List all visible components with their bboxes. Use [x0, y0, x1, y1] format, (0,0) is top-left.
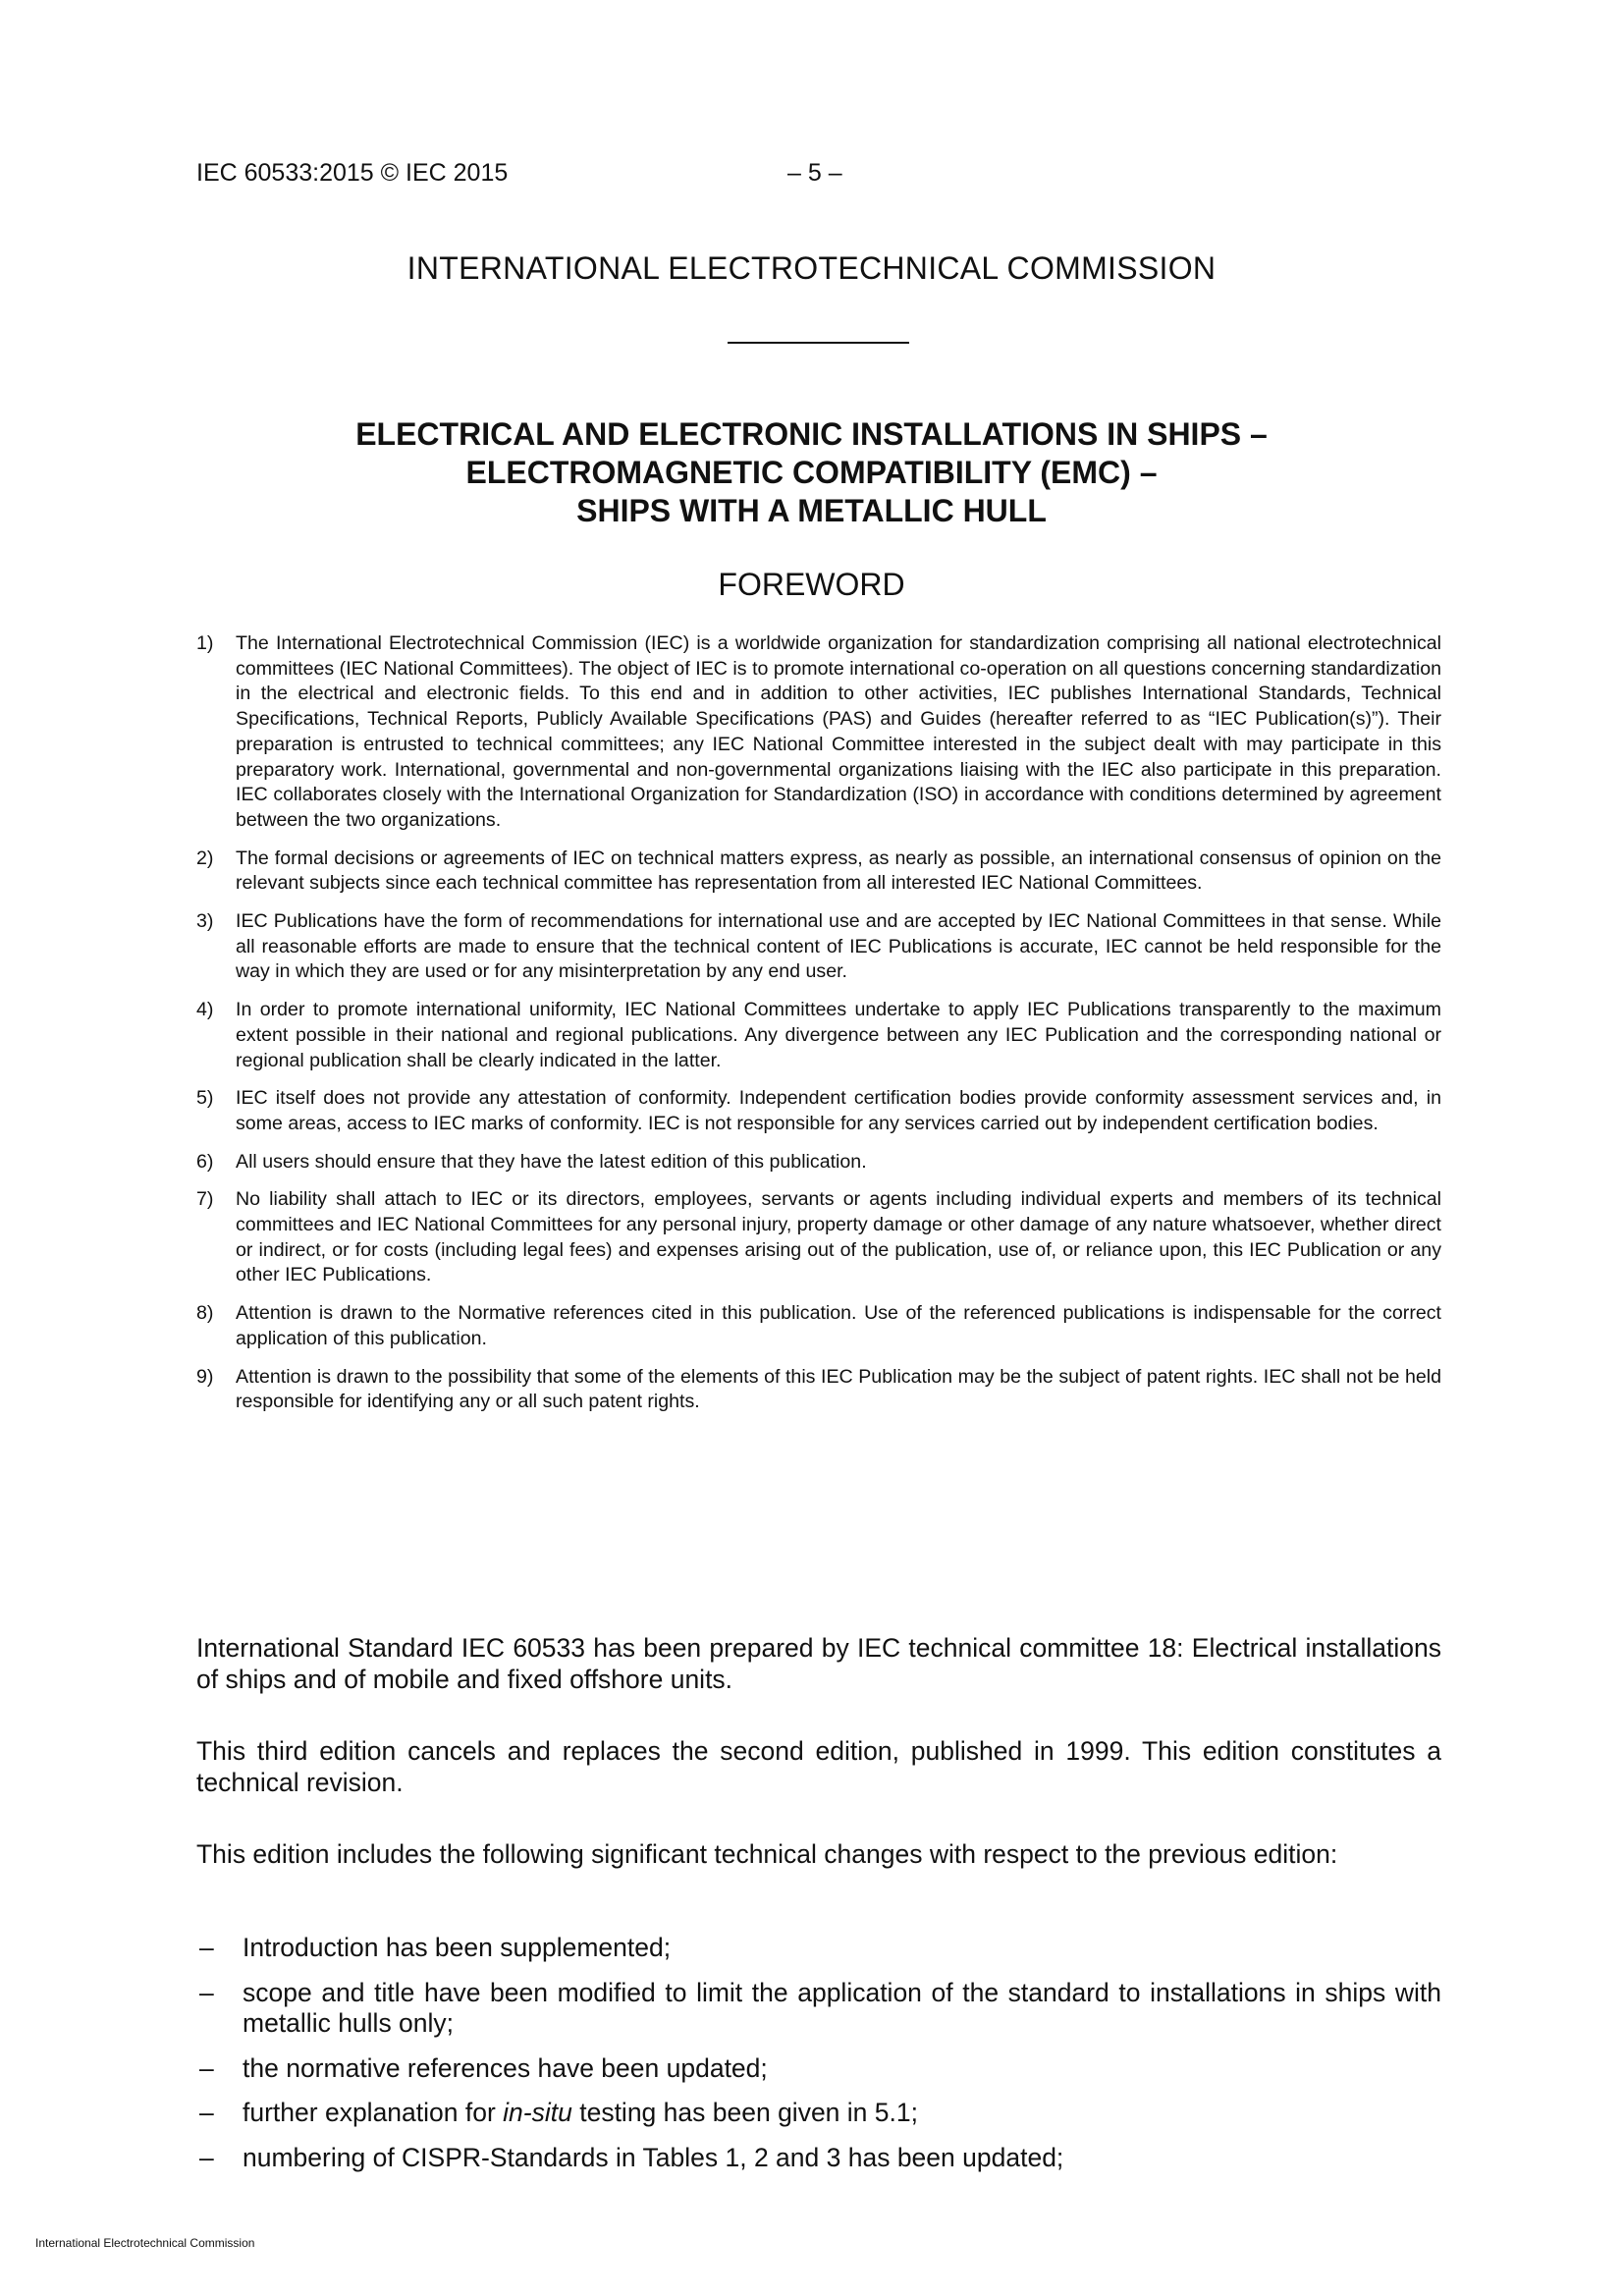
foreword-item: [196, 998, 1441, 1073]
footer-publisher: International Electrotechnical Commission: [35, 2236, 255, 2250]
foreword-item: [196, 909, 1441, 985]
foreword-item: [196, 847, 1441, 897]
foreword-heading: FOREWORD: [718, 567, 905, 602]
item-number: 6): [196, 1150, 214, 1173]
item-text: Attention is drawn to the possibility that some of the elements of this IEC Publication may be the subject of patent rights. IEC shall not be held responsible for identifying any or all such patent rights.: [236, 1365, 1441, 1413]
item-number: 2): [196, 847, 214, 869]
item-number: 1): [196, 632, 214, 654]
title-line-1: ELECTRICAL AND ELECTRONIC INSTALLATIONS IN SHIPS –: [355, 416, 1268, 452]
italic-term: in-situ: [503, 2098, 572, 2127]
item-text: In order to promote international uniformity, IEC National Committees undertake to apply IEC Publications transparently to the maximum extent possible in their national and regional publications. Any divergence between any IEC Publication and the corresponding national or regional publication shall be clearly indicated in the latter.: [236, 999, 1441, 1071]
item-number: 3): [196, 910, 214, 933]
dash-bullet: –: [199, 2052, 214, 2083]
document-title: [0, 415, 1623, 530]
item-text: IEC Publications have the form of recommendations for international use and are accepted by IEC National Committees in that sense. While all reasonable efforts are made to ensure that the technical content of IEC Publications is accurate, IEC cannot be held responsible for the way in which they are used or for any misinterpretation by any end user.: [236, 910, 1441, 983]
item-text: The formal decisions or agreements of IEC on technical matters express, as nearly as possible, an international consensus of opinion on the relevant subjects since each technical committee has representation from all interested IEC National Committees.: [236, 847, 1441, 895]
title-line-3: SHIPS WITH A METALLIC HULL: [576, 493, 1047, 528]
foreword-item: [196, 1150, 1441, 1175]
list-item: [196, 2143, 1441, 2174]
title-line-2: ELECTROMAGNETIC COMPATIBILITY (EMC) –: [465, 455, 1158, 490]
list-item-text: scope and title have been modified to limit the application of the standard to installations in ships with metallic hulls only;: [243, 1977, 1441, 2038]
item-number: 8): [196, 1302, 214, 1325]
list-item: [196, 1978, 1441, 2040]
body-paragraph: This edition includes the following significant technical changes with respect to the previous edition:: [196, 1839, 1338, 1869]
title-divider: [728, 342, 909, 344]
document-reference: IEC 60533:2015 © IEC 2015: [196, 159, 509, 187]
item-number: 9): [196, 1365, 214, 1388]
item-number: 5): [196, 1087, 214, 1110]
list-item-text: numbering of CISPR-Standards in Tables 1, 2 and 3 has been updated;: [243, 2142, 1064, 2172]
item-number: 7): [196, 1188, 214, 1211]
item-text: All users should ensure that they have the latest edition of this publication.: [236, 1150, 867, 1173]
changes-list: [196, 1933, 1441, 2187]
dash-bullet: –: [199, 2142, 214, 2172]
item-text: IEC itself does not provide any attestation of conformity. Independent certification bodies provide conformity assessment services and, in some areas, access to IEC marks of conformity. IEC is not responsible for any services carried out by independent certification bodies.: [236, 1087, 1441, 1134]
dash-bullet: –: [199, 1977, 214, 2007]
list-item: [196, 2098, 1441, 2129]
dash-bullet: –: [199, 1933, 214, 1962]
page-number: – 5 –: [787, 159, 842, 187]
foreword-item: [196, 1365, 1441, 1415]
organization-name: INTERNATIONAL ELECTROTECHNICAL COMMISSION: [406, 250, 1217, 286]
list-item: [196, 2053, 1441, 2085]
item-text: Attention is drawn to the Normative references cited in this publication. Use of the referenced publications is indispensable for the correct application of this publication.: [236, 1302, 1441, 1349]
foreword-item: [196, 631, 1441, 834]
item-number: 4): [196, 999, 214, 1021]
list-item: [196, 1933, 1441, 1964]
foreword-list: [196, 631, 1441, 1428]
list-item-text: Introduction has been supplemented;: [243, 1933, 672, 1962]
foreword-item: [196, 1187, 1441, 1288]
foreword-item: [196, 1301, 1441, 1351]
body-paragraph: This third edition cancels and replaces the second edition, published in 1999. This edition constitutes a technical revision.: [196, 1736, 1441, 1797]
item-text: No liability shall attach to IEC or its directors, employees, servants or agents including individual experts and members of its technical committees and IEC National Committees for any personal injury, property damage or other damage of any nature whatsoever, whether direct or indirect, or for costs (including legal fees) and expenses arising out of the publication, use of, or reliance upon, this IEC Publication or any other IEC Publications.: [236, 1188, 1441, 1286]
list-item-text: further explanation for: [243, 2098, 504, 2127]
foreword-item: [196, 1086, 1441, 1136]
body-paragraph: International Standard IEC 60533 has been prepared by IEC technical committee 18: Electrical installations of ships and of mobile and fixed offshore units.: [196, 1633, 1441, 1694]
dash-bullet: –: [199, 2098, 214, 2127]
list-item-text: testing has been given in 5.1;: [571, 2098, 918, 2127]
list-item-text: the normative references have been updated;: [243, 2052, 768, 2083]
item-text: The International Electrotechnical Commission (IEC) is a worldwide organization for standardization comprising all national electrotechnical committees (IEC National Committees). The object of IEC is to promote international co-operation on all questions concerning standardization in the electrical and electronic fields. To this end and in addition to other activities, IEC publishes International Standards, Technical Specifications, Technical Reports, Publicly Available Specifications (PAS) and Guides (hereafter referred to as “IEC Publication(s)”). Their preparation is entrusted to technical committees; any IEC National Committee interested in the subject dealt with may participate in this preparatory work. International, governmental and non-governmental organizations liaising with the IEC also participate in this preparation. IEC collaborates closely with the International Organization for Standardization (ISO) in accordance with conditions determined by agreement between the two organizations.: [236, 632, 1441, 831]
